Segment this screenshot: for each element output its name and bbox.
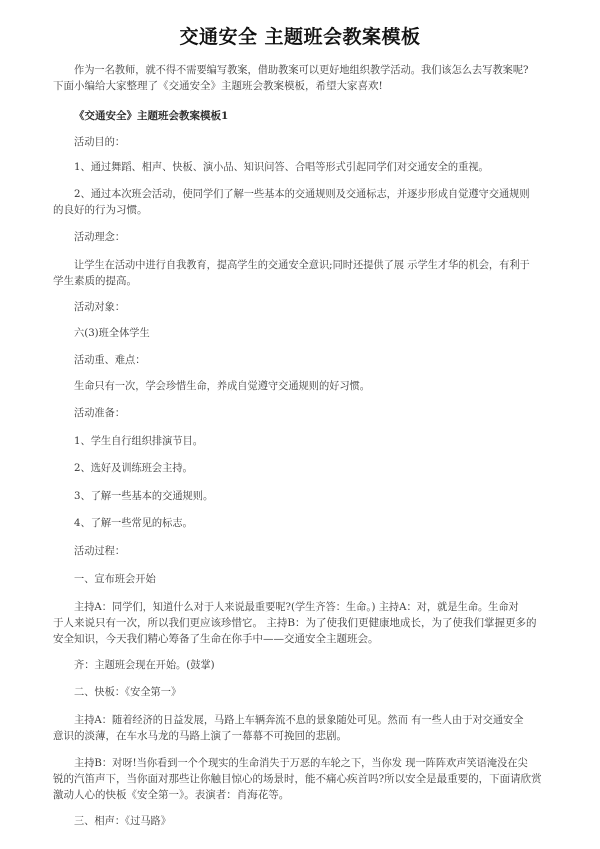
step-2-host-b-line-1: 主持B：对呀!当你看到一个个现实的生命消失于万恶的车轮之下，当你发 现一阵阵欢声笑语淹没在尖 — [74, 757, 528, 769]
prep-label: 活动准备： — [74, 407, 126, 419]
document-title: 交通安全 主题班会教案模板 — [179, 26, 421, 48]
step-1-line-1: 主持A：同学们，知道什么对于人来说最重要呢?(学生齐答：生命。) 主持A：对，就是生命。生命对 — [74, 601, 519, 613]
step-1-line-3: 安全知识，今天我们精心筹备了生命在你手中——交通安全主题班会。 — [53, 633, 379, 645]
goal-2-line-1: 2、通过本次班会活动，使同学们了解一些基本的交通规则及交通标志，并逐步形成自觉遵守交通规则 — [74, 188, 530, 200]
step-2-host-a-line-2: 意识的淡薄，在车水马龙的马路上演了一幕幕不可挽回的悲剧。 — [53, 730, 347, 742]
prep-item-1: 1、学生自行组织排演节目。 — [74, 435, 203, 447]
process-label: 活动过程： — [74, 545, 126, 557]
key-label: 活动重、难点： — [74, 354, 146, 366]
activity-goal-label: 活动目的： — [74, 136, 126, 148]
target-label: 活动对象： — [74, 301, 126, 313]
step-1-line-2: 于人来说只有一次，所以我们更应该珍惜它。 主持B：为了使我们更健康地成长，为了使我们掌握更多的 — [53, 617, 537, 629]
step-2-host-b-line-3: 激动人心的快板《安全第一》。表演者：肖海花等。 — [53, 789, 290, 801]
prep-item-2: 2、选好及训练班会主持。 — [74, 462, 193, 474]
step-2-host-a-line-1: 主持A：随着经济的日益发展，马路上车辆奔流不息的景象随处可见。然而 有一些人由于对交通安全 — [74, 714, 524, 726]
step-2-host-b-line-2: 锐的汽笛声下，当你面对那些让你触目惊心的场景时，能不痛心疾首吗?所以安全是最重要的，下面请欣赏 — [53, 773, 542, 785]
step-1-label: 一、宣布班会开始 — [74, 573, 156, 585]
intro-line-1: 作为一名教师，就不得不需要编写教案，借助教案可以更好地组织教学活动。我们该怎么去写教案呢? — [74, 64, 529, 76]
section-heading: 《交通安全》主题班会教案模板1 — [74, 110, 229, 122]
key-value: 生命只有一次，学会珍惜生命，养成自觉遵守交通规则的好习惯。 — [74, 380, 370, 392]
prep-item-3: 3、了解一些基本的交通规则。 — [74, 490, 214, 502]
intro-line-2: 下面小编给大家整理了《交通安全》主题班会教案模板，希望大家喜欢! — [53, 80, 383, 92]
together-line: 齐：主题班会现在开始。(鼓掌) — [74, 659, 215, 671]
target-value: 六(3)班全体学生 — [74, 327, 150, 339]
concept-line-1: 让学生在活动中进行自我教育，提高学生的交通安全意识;同时还提供了展 示学生才华的机会，有利于 — [74, 259, 530, 271]
step-3-label: 三、相声：《过马路》 — [74, 815, 171, 827]
prep-item-4: 4、了解一些常见的标志。 — [74, 517, 193, 529]
concept-line-2: 学生素质的提高。 — [53, 275, 137, 287]
goal-1: 1、通过舞蹈、相声、快板、演小品、知识问答、合唱等形式引起同学们对交通安全的重视。 — [74, 161, 489, 173]
step-2-label: 二、快板：《安全第一》 — [74, 686, 182, 698]
concept-label: 活动理念： — [74, 231, 126, 243]
goal-2-line-2: 的良好的行为习惯。 — [53, 204, 148, 216]
